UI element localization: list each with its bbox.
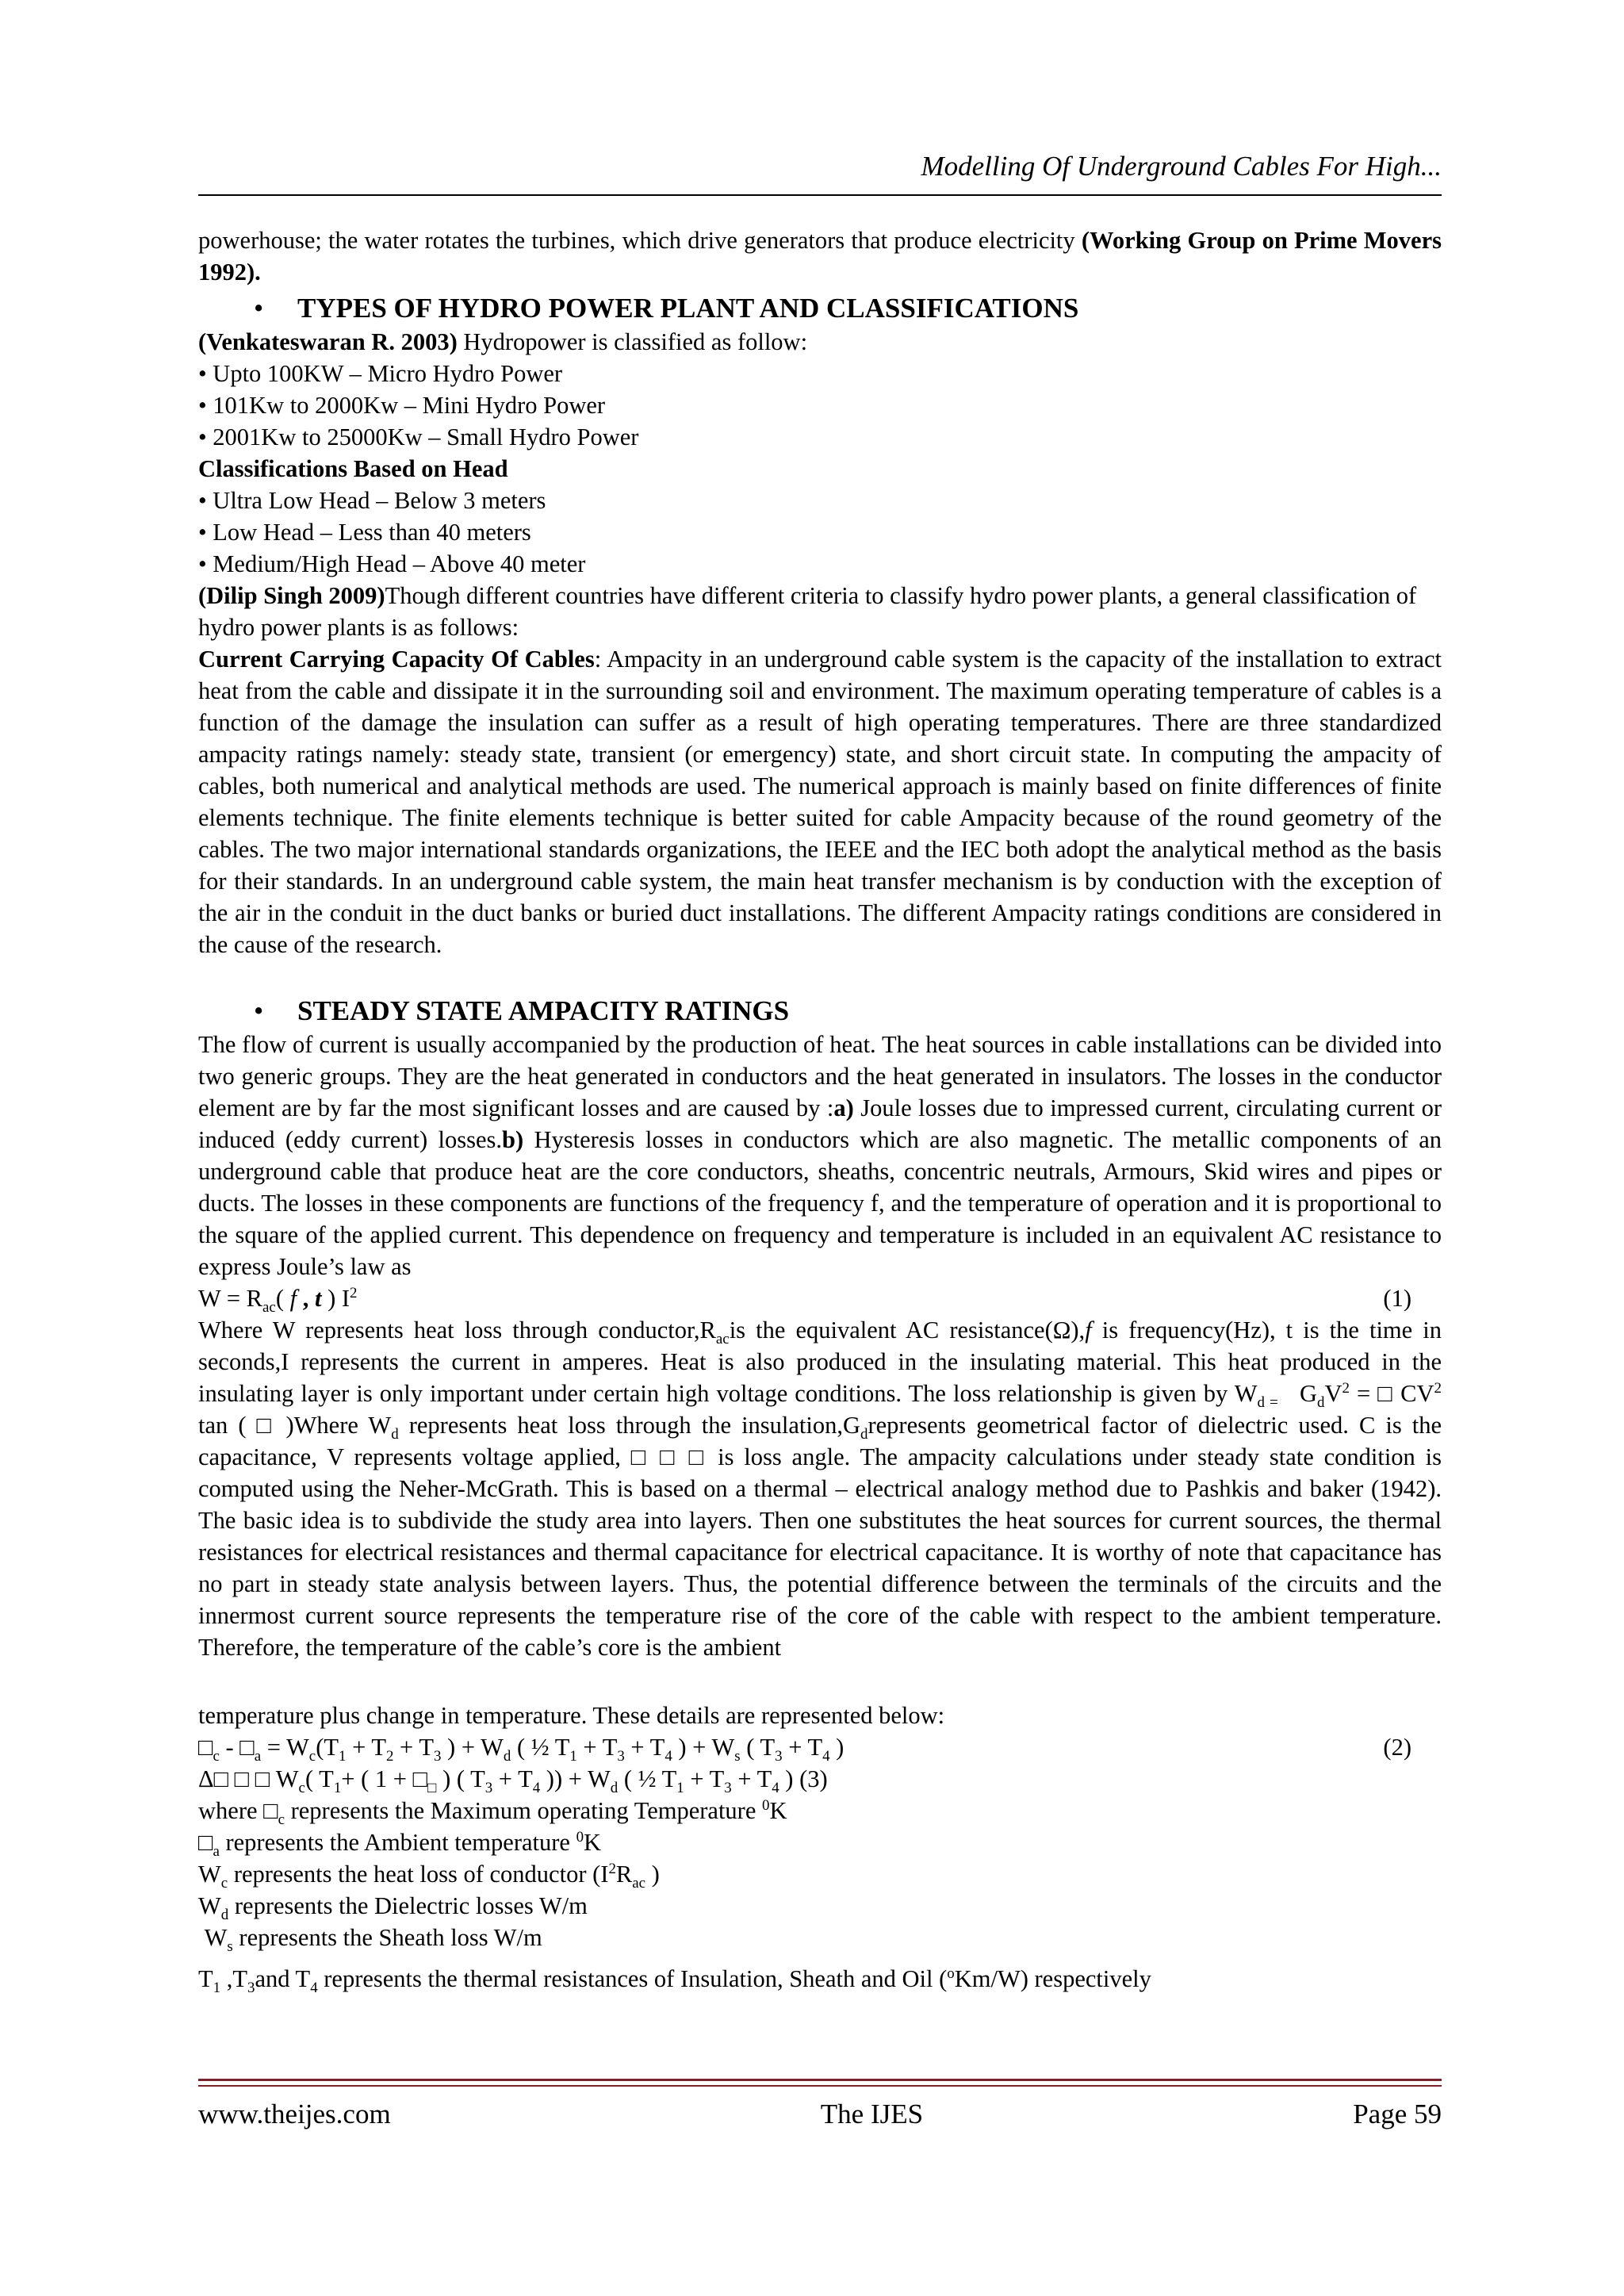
page-footer (198, 2099, 1442, 2130)
list-item: • Low Head – Less than 40 meters (198, 519, 531, 546)
list-item: • Ultra Low Head – Below 3 meters (198, 487, 546, 514)
classification-lead-text: Hydropower is classified as follow: (457, 328, 808, 355)
steady-paragraph-3: temperature plus change in temperature. These details are represented below: (198, 1702, 945, 1729)
list-item: • 101Kw to 2000Kw – Mini Hydro Power (198, 392, 606, 419)
footer-rule (198, 2085, 1442, 2087)
footer-website: www.theijes.com (198, 2099, 391, 2129)
capacity-text: : Ampacity in an underground cable system is the capacity of the installation to extract heat from the cable and dissipate it in the surrounding soil and environment. The maximum operating temperature of cables is a function of the damage the insulation can suffer as a result of high operating temperatures. There are three standardized ampacity ratings namely: steady state, transient (or emergency) state, and short circuit state. In computing the ampacity of cables, both numerical and analytical methods are used. The numerical approach is mainly based on finite differences of finite elements technique. The finite elements technique is better suited for cable Ampacity because of the round geometry of the cables. The two major international standards organizations, the IEEE and the IEC both adopt the analytical method as the basis for their standards. In an underground cable system, the main heat transfer mechanism is by conduction with the exception of the air in the conduit in the duct banks or buried duct installations. The different Ampacity ratings conditions are considered in the cause of the research. (198, 646, 1442, 958)
list-item: • 2001Kw to 25000Kw – Small Hydro Power (198, 424, 639, 450)
definition-thermal-resistances: $T_1$ $,T_3and$ $T_4$ represents the thermal resistances of Insulation, Sheath and Oil ($^o$Km/W) respectively (198, 1964, 1151, 1997)
capacity-paragraph (198, 643, 1442, 960)
intro-citation: (Working Group on Prime Movers 1992). (198, 227, 1442, 286)
list-item: • Medium/High Head – Above 40 meter (198, 550, 586, 577)
equation-1 (198, 1282, 1442, 1317)
footer-page-number: Page 59 (1353, 2099, 1442, 2129)
definition-theta-c: where $□_c$ represents the Maximum operating Temperature $^0$K (198, 1796, 787, 1829)
equation-3-number: (3) (799, 1765, 828, 1792)
intro-paragraph (198, 224, 1442, 288)
steady-paragraph-1: The flow of current is usually accompanied by the production of heat. The heat sources in cable installations can be divided into two generic groups. They are the heat generated in conductors and the heat generated in insulators. The losses in the conductor element are by far the most significant losses and are caused by :a) Joule losses due to impressed current, circulating current or induced (eddy current) losses.b) Hysteresis losses in conductors which are also magnetic. The metallic components of an underground cable that produce heat are the core conductors, sheaths, concentric neutrals, Armours, Skid wires and pipes or ducts. The losses in these components are functions of the frequency f, and the temperature of operation and it is proportional to the square of the applied current. This dependence on frequency and temperature is included in an equivalent AC resistance to express Joule’s law as (198, 1031, 1442, 1280)
list-item: • Upto 100KW – Micro Hydro Power (198, 360, 563, 387)
definition-wc: $W_c$ represents the heat loss of conductor ($I^2R_{ac}$ ) (198, 1860, 660, 1892)
definition-ws: $W_s$ represents the Sheath loss W/m (198, 1924, 542, 1956)
equation-2 (198, 1731, 1442, 1763)
equation-1-number: (1) (1383, 1285, 1411, 1312)
heading-text: STEADY STATE AMPACITY RATINGS (297, 995, 790, 1026)
intro-text: powerhouse; the water rotates the turbines, which drive generators that produce electricity (198, 227, 1082, 254)
bullet-glyph: • (254, 293, 264, 324)
definition-theta-a: $□_a$ represents the Ambient temperature $^0$K (198, 1828, 602, 1861)
citation-venkateswaran: (Venkateswaran R. 2003) (198, 328, 458, 355)
section-heading-types (198, 291, 1442, 326)
dilip-paragraph (198, 580, 1442, 643)
footer-journal: The IJES (820, 2099, 924, 2129)
equation-3: Δ□ □ □ $W_c$( $T_1+$ ( $1 + □_□$ ) ( $T_3 + T_4$ )) + $W_d$ ( ½ $T_1 + T_3 + T_4$ ) (3) (198, 1765, 828, 1797)
bullet-glyph: • (254, 995, 264, 1026)
page-body (198, 224, 1442, 1995)
equation-1-body: $W = R_{ac}$( f , t ) $I^2$ (198, 1284, 358, 1317)
equation-2-number: (2) (1383, 1734, 1411, 1761)
subheading-head: Classifications Based on Head (198, 455, 508, 482)
footer-rule (198, 2079, 1442, 2081)
classification-lead (198, 326, 1442, 358)
citation-dilip: (Dilip Singh 2009) (198, 582, 385, 609)
steady-paragraph-2: Where W represents heat loss through $conductor,R_{ac}is$ the equivalent AC resistance(Ω),f is frequency(Hz), t is the time in seconds,I represents the current in amperes. Heat is also produced in the insulating material. This heat produced in the insulating layer is only important under certain high voltage conditions. The loss relationship is given by $W_{d =}$ $G_dV^2$ = □ $CV^2$ tan ( □ )Where $W_d$ represents heat loss through the $insulation,G_drepresents$ geometrical factor of dielectric used. C is the capacitance, V represents voltage applied, □ □ □ is loss angle. The ampacity calculations under steady state condition is computed using the Neher-McGrath. This is based on a thermal – electrical analogy method due to Pashkis and baker (1942). The basic idea is to subdivide the study area into layers. Then one substitutes the heat sources for current sources, the thermal resistances for electrical resistances and thermal capacitance for electrical capacitance. It is worthy of note that capacitance has no part in steady state analysis between layers. Thus, the potential difference between the terminals of the circuits and the innermost current source represents the temperature rise of the core of the cable with respect to the ambient temperature. Therefore, the temperature of the cable’s core is the ambient (198, 1317, 1442, 1661)
dilip-text: Though different countries have different criteria to classify hydro power plants, a general classification of hydro power plants is as follows: (198, 582, 1417, 641)
header-rule (198, 194, 1442, 196)
heading-text: TYPES OF HYDRO POWER PLANT AND CLASSIFICATIONS (297, 293, 1079, 324)
definition-wd: $W_d$ represents the Dielectric losses W/m (198, 1892, 588, 1924)
equation-2-body: $□_c$ - $□_a = W_c(T_1 + T_2 + T_3$ ) + $W_d$ ( ½ $T_1 + T_3 + T_4$ ) + $W_s$ ( $T_3 + T_4$ ) (198, 1734, 845, 1765)
running-header: Modelling Of Underground Cables For High... (921, 151, 1442, 182)
section-heading-steady (198, 994, 1442, 1029)
capacity-label: Current Carrying Capacity Of Cables (198, 646, 595, 673)
